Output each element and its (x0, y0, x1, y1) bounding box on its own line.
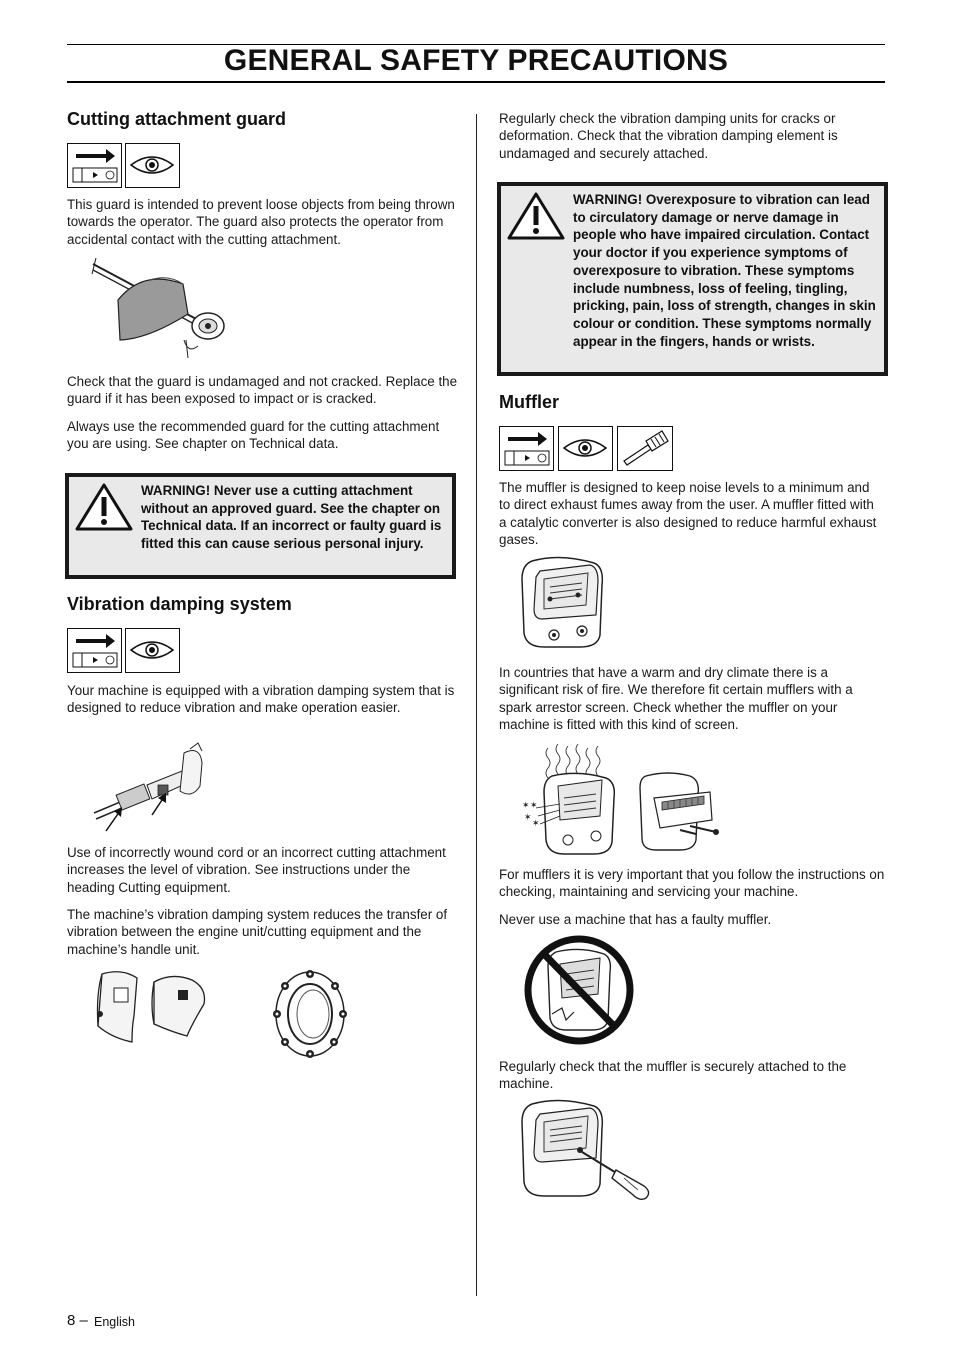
inspect-eye-icon (558, 426, 613, 471)
section-heading-guard: Cutting attachment guard (67, 109, 286, 129)
trimmer-guard-illustration (88, 254, 238, 366)
header-rule-bottom (67, 81, 885, 83)
vibration-paragraph-1: Your machine is equipped with a vibration damping system that is designed to reduce vibration and make operation easier. (67, 683, 455, 716)
muffler-paragraph-2: In countries that have a warm and dry climate there is a significant risk of fire. We therefore fit certain mufflers with a spark arrestor screen. Check whether the muffler on your machine is fitted with this kind of screen. (499, 665, 853, 732)
vibration-paragraph-3: The machine’s vibration damping system reduces the transfer of vibration between the engine unit/cutting equipment and the machine’s handle unit. (67, 907, 448, 957)
svg-text:✶: ✶ (530, 801, 538, 811)
damper-bushings-illustration (92, 964, 212, 1054)
vibration-paragraph-2: Use of incorrectly wound cord or an incorrect cutting attachment increases the level of vibration. See instructions under the heading Cutting equipment. (67, 845, 446, 895)
prohibited-faulty-muffler-icon (522, 934, 636, 1046)
svg-text:✶: ✶ (522, 801, 530, 811)
spark-arrestor-screen-illustration (638, 768, 723, 853)
warning-box-vibration (497, 182, 888, 376)
vibration-check-paragraph: Regularly check the vibration damping units for cracks or deformation. Check that the vibration damping element is undamaged and securely attached. (499, 111, 838, 161)
guard-paragraph-2: Check that the guard is undamaged and not cracked. Replace the guard if it has been exposed to impact or is cracked. (67, 374, 458, 407)
procedure-symbol-icon (67, 628, 122, 673)
muffler-illustration (520, 555, 606, 651)
cleaning-brush-icon (617, 426, 673, 471)
page-number: 8 – (67, 1312, 88, 1329)
section-heading-muffler: Muffler (499, 392, 559, 412)
page-title: GENERAL SAFETY PRECAUTIONS (223, 44, 729, 77)
procedure-symbol-icon (67, 143, 122, 188)
hot-muffler-illustration (518, 742, 623, 857)
damper-ring-illustration (270, 964, 352, 1062)
inspect-eye-icon (125, 628, 180, 673)
handle-damper-illustration (92, 741, 207, 833)
muffler-paragraph-5: Regularly check that the muffler is securely attached to the machine. (499, 1059, 847, 1092)
muffler-paragraph-1: The muffler is designed to keep noise levels to a minimum and to direct exhaust fumes away from the user. A muffler fitted with a catalytic converter is also designed to reduce harmful exhaust gases. (499, 480, 877, 547)
warning-text-vibration: WARNING! Overexposure to vibration can lead to circulatory damage or nerve damage in people who have impaired circulation. Contact your doctor if you experience symptoms of overexposure to vibration. These symptoms include numbness, loss of feeling, tingling, pricking, pain, loss of strength, changes in skin colour or condition. These symptoms normally appear in the fingers, hands or wrists. (573, 192, 876, 349)
muffler-paragraph-3: For mufflers it is very important that you follow the instructions on checking, maintaining and servicing your machine. (499, 867, 885, 900)
column-divider (476, 114, 477, 1296)
guard-paragraph-3: Always use the recommended guard for the cutting attachment you are using. See chapter on Technical data. (67, 419, 440, 452)
guard-paragraph-1: This guard is intended to prevent loose objects from being thrown towards the operator. The guard also protects the operator from accidental contact with the cutting attachment. (67, 197, 455, 247)
svg-text:✶: ✶ (524, 813, 532, 823)
warning-text-guard: WARNING! Never use a cutting attachment without an approved guard. See the chapter on Technical data. If an incorrect or faulty guard is fitted this can cause serious personal injury. (141, 483, 442, 552)
section-heading-vibration: Vibration damping system (67, 594, 292, 614)
muffler-screwdriver-illustration (520, 1098, 655, 1202)
muffler-paragraph-4: Never use a machine that has a faulty muffler. (499, 912, 772, 927)
inspect-eye-icon (125, 143, 180, 188)
warning-triangle-icon (505, 190, 567, 242)
svg-text:✶: ✶ (532, 819, 540, 829)
procedure-symbol-icon (499, 426, 554, 471)
warning-box-guard (65, 473, 456, 579)
footer-language: English (94, 1315, 135, 1329)
warning-triangle-icon (73, 481, 135, 533)
